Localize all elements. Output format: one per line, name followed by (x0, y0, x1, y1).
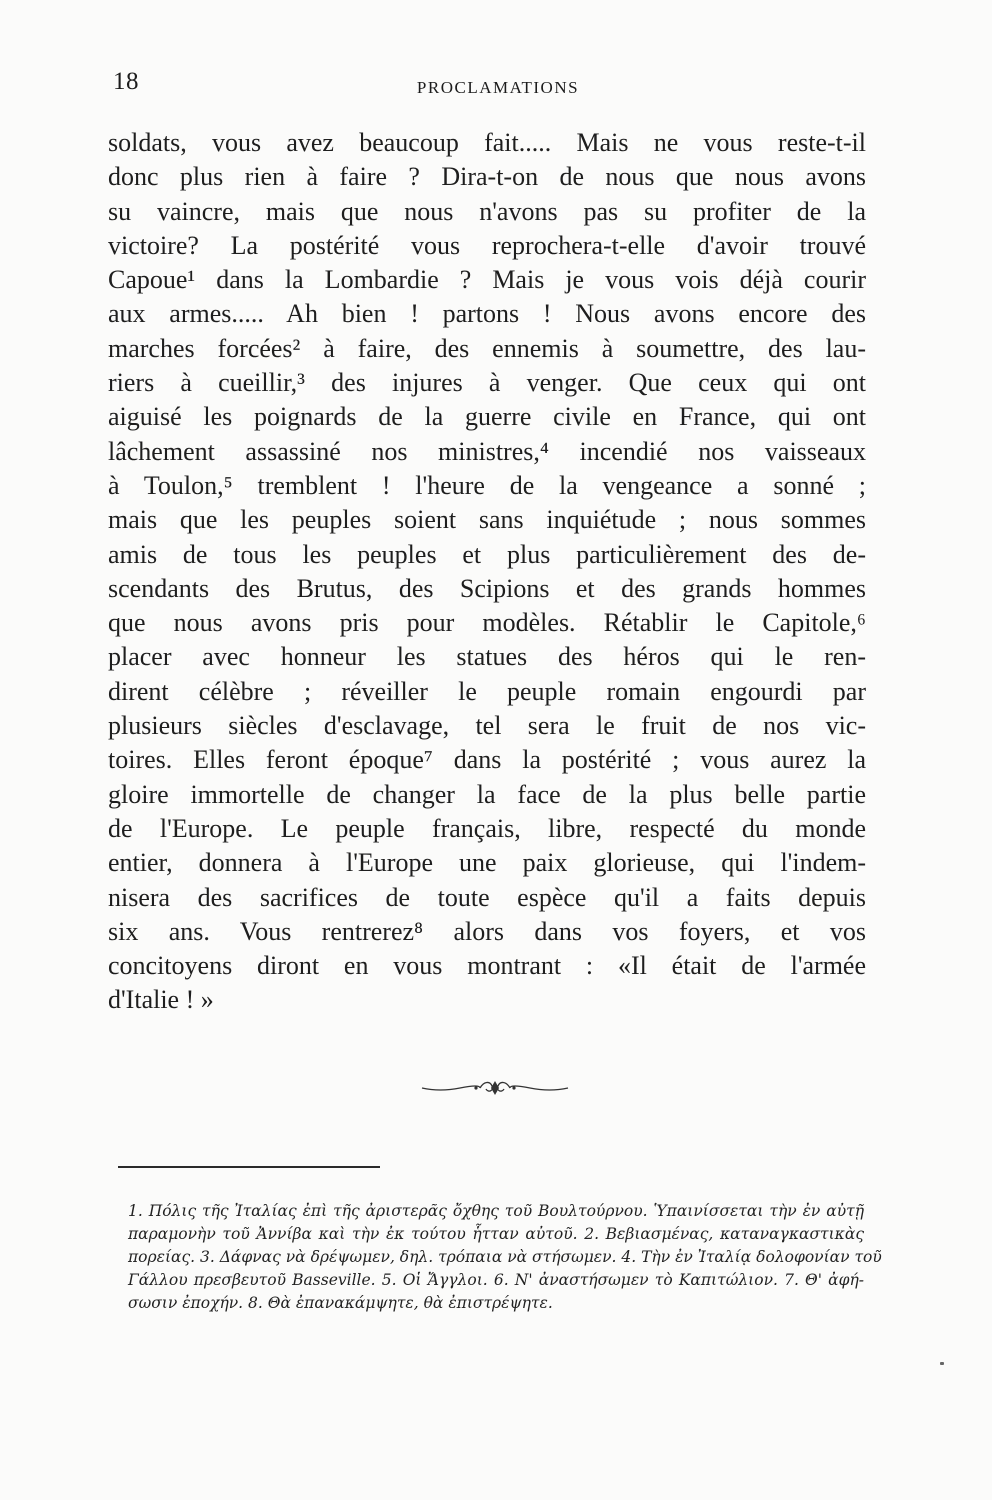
body-line: lâchement assassiné nos ministres,⁴ incendié nos vaisseaux (108, 436, 866, 466)
footnote-line: πορείας. 3. Δάφνας νὰ δρέψωμεν, δηλ. τρόπαια νὰ στήσωμεν. 4. Τὴν ἐν Ἰταλίᾳ δολοφονίαν τοῦ (128, 1248, 882, 1266)
body-line: toires. Elles feront époque⁷ dans la postérité ; vous aurez la (108, 745, 866, 775)
body-line: d'Italie ! » (108, 985, 214, 1015)
body-line: nisera des sacrifices de toute espèce qu'il a faits depuis (108, 882, 866, 912)
body-line: su vaincre, mais que nous n'avons pas su profiter de la (108, 196, 866, 226)
body-line: que nous avons pris pour modèles. Rétablir le Capitole,⁶ (108, 608, 866, 638)
print-speck (940, 1362, 944, 1365)
page-number: 18 (113, 68, 139, 95)
body-line: mais que les peuples soient sans inquiétude ; nous sommes (108, 505, 866, 535)
ornament-divider (420, 1078, 570, 1098)
footnote-line: Γάλλου πρεσβευτοῦ Basseville. 5. Οἱ Ἄγγλοι. 6. Ν' ἀναστήσωμεν τὸ Καπιτώλιον. 7. Θ' ἀφή- (128, 1271, 864, 1289)
footnote-line: 1. Πόλις τῆς Ἰταλίας ἐπὶ τῆς ἀριστερᾶς ὄχθης τοῦ Βουλτούρνου. Ὑπαινίσσεται τὴν ἐν αὐτῇ (128, 1202, 864, 1220)
footnotes (128, 1200, 882, 1315)
body-line: riers à cueillir,³ des injures à venger. Que ceux qui ont (108, 368, 866, 398)
body-line: marches forcées² à faire, des ennemis à soumettre, des lau- (108, 333, 866, 363)
body-line: placer avec honneur les statues des héros qui le ren- (108, 642, 866, 672)
body-line: victoire? La postérité vous reprochera-t-elle d'avoir trouvé (108, 230, 866, 260)
footnote-rule (118, 1166, 380, 1168)
body-line: plusieurs siècles d'esclavage, tel sera le fruit de nos vic- (108, 711, 866, 741)
body-text (108, 126, 866, 1018)
body-line: dirent célèbre ; réveiller le peuple romain engourdi par (108, 676, 866, 706)
body-line: amis de tous les peuples et plus particulièrement des de- (108, 539, 866, 569)
body-line: entier, donnera à l'Europe une paix glorieuse, qui l'indem- (108, 848, 866, 878)
body-line: concitoyens diront en vous montrant : «Il était de l'armée (108, 951, 866, 981)
body-line: gloire immortelle de changer la face de la plus belle partie (108, 779, 866, 809)
running-title: PROCLAMATIONS (416, 78, 580, 97)
body-line: donc plus rien à faire ? Dira-t-on de nous que nous avons (108, 162, 866, 192)
body-line: six ans. Vous rentrerez⁸ alors dans vos foyers, et vos (108, 916, 866, 946)
body-line: aux armes..... Ah bien ! partons ! Nous avons encore des (108, 299, 866, 329)
body-line: scendants des Brutus, des Scipions et des grands hommes (108, 573, 866, 603)
body-line: Capoue¹ dans la Lombardie ? Mais je vous vois déjà courir (108, 265, 866, 295)
body-line: soldats, vous avez beaucoup fait..... Mais ne vous reste-t-il (108, 128, 866, 157)
footnote-line: παραμονὴν τοῦ Ἀννίβα καὶ τὴν ἐκ τούτου ἧτταν αὐτοῦ. 2. Βεβιασμένας, καταναγκαστικὰς (128, 1225, 864, 1243)
body-line: à Toulon,⁵ tremblent ! l'heure de la vengeance a sonné ; (108, 470, 866, 500)
footnote-line: σωσιν ἐποχήν. 8. Θὰ ἐπανακάμψητε, θὰ ἐπιστρέψητε. (128, 1294, 553, 1312)
body-line: de l'Europe. Le peuple français, libre, respecté du monde (108, 813, 866, 843)
body-line: aiguisé les poignards de la guerre civile en France, qui ont (108, 402, 866, 432)
